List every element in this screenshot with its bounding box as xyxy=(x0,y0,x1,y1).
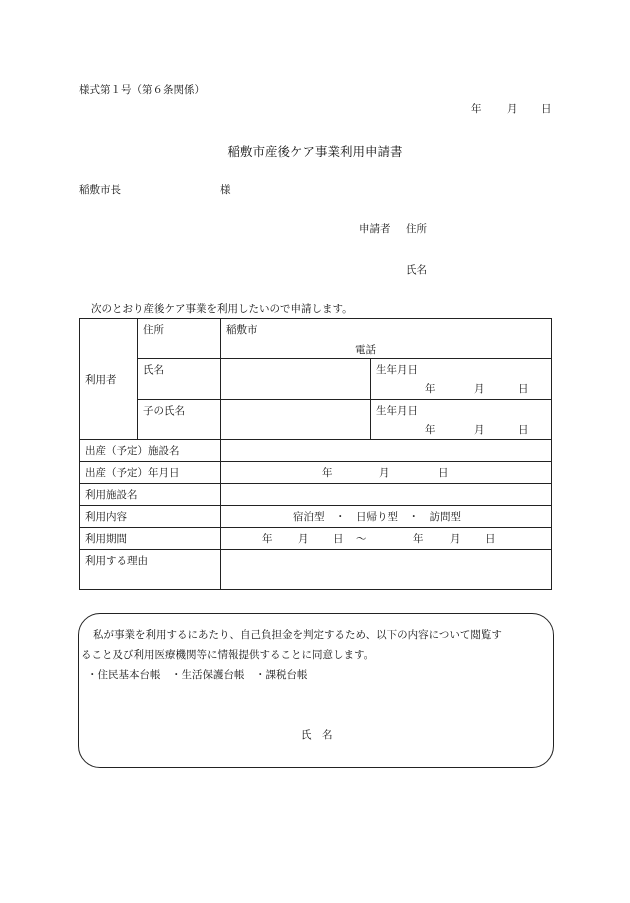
use-facility-field[interactable] xyxy=(221,484,552,506)
addressee-honorific: 様 xyxy=(220,184,231,196)
consent-line-1: 私が事業を利用するにあたり、自己負担金を判定するため、以下の内容について閲覧す xyxy=(93,629,502,641)
birthdate-month: 月 xyxy=(474,383,485,395)
address-value: 稲敷市 xyxy=(226,324,258,336)
delivery-date-field[interactable] xyxy=(221,462,552,484)
child-birthdate-label: 生年月日 xyxy=(376,405,418,417)
date-month-label: 月 xyxy=(507,103,518,115)
user-label: 利用者 xyxy=(85,373,117,386)
name-label: 氏名 xyxy=(143,364,164,376)
form-number: 様式第１号（第６条関係） xyxy=(79,84,205,96)
applicant-label: 申請者 xyxy=(359,223,391,235)
consent-name-label: 氏 名 xyxy=(301,729,333,741)
facility-label-cell xyxy=(80,440,221,462)
birthdate-label: 生年月日 xyxy=(376,364,418,376)
child-birthdate-month: 月 xyxy=(474,424,485,436)
period-field[interactable] xyxy=(221,528,552,550)
address-label-cell xyxy=(138,319,221,359)
addressee-name: 稲敷市長 xyxy=(79,184,121,196)
page-title: 稲敷市産後ケア事業利用申請書 xyxy=(227,144,403,159)
child-birthdate-year: 年 xyxy=(425,424,436,436)
consent-items: ・住民基本台帳 ・生活保護台帳 ・課税台帳 xyxy=(87,669,308,681)
content-label: 利用内容 xyxy=(85,511,127,523)
content-options-field[interactable] xyxy=(221,506,552,528)
period-label: 利用期間 xyxy=(85,533,127,545)
birthdate-field[interactable] xyxy=(371,359,552,400)
child-name-field[interactable] xyxy=(221,400,371,440)
child-birthdate-field[interactable] xyxy=(371,400,552,440)
name-field[interactable] xyxy=(221,359,371,400)
period-end-month: 月 xyxy=(450,533,461,545)
period-end-day: 日 xyxy=(485,533,496,545)
child-birthdate-day: 日 xyxy=(518,424,529,436)
address-label: 住所 xyxy=(143,324,164,336)
user-section-label-cell xyxy=(80,319,138,440)
facility-label: 出産（予定）施設名 xyxy=(85,445,180,457)
period-start-day: 日 xyxy=(333,533,344,545)
period-tilde: ～ xyxy=(356,533,367,545)
delivery-date-month: 月 xyxy=(379,467,390,479)
reason-label-cell xyxy=(80,550,221,590)
address-field[interactable] xyxy=(221,319,552,359)
child-name-label-cell xyxy=(138,400,221,440)
delivery-date-day: 日 xyxy=(438,467,449,479)
period-end-year: 年 xyxy=(413,533,424,545)
intro-text: 次のとおり産後ケア事業を利用したいので申請します。 xyxy=(91,303,353,315)
content-label-cell xyxy=(80,506,221,528)
period-label-cell xyxy=(80,528,221,550)
delivery-date-year: 年 xyxy=(322,467,333,479)
application-table xyxy=(79,318,552,590)
phone-label: 電話 xyxy=(355,344,376,356)
consent-box xyxy=(78,613,554,768)
reason-label: 利用する理由 xyxy=(85,555,148,567)
birthdate-day: 日 xyxy=(518,383,529,395)
delivery-date-label: 出産（予定）年月日 xyxy=(85,467,180,479)
applicant-name-label: 氏名 xyxy=(406,264,427,276)
child-name-label: 子の氏名 xyxy=(143,405,185,417)
applicant-address-label: 住所 xyxy=(406,223,427,235)
use-facility-label-cell xyxy=(80,484,221,506)
birthdate-year: 年 xyxy=(425,383,436,395)
use-facility-label: 利用施設名 xyxy=(85,489,138,501)
date-day-label: 日 xyxy=(541,103,552,115)
reason-field[interactable] xyxy=(221,550,552,590)
facility-field[interactable] xyxy=(221,440,552,462)
delivery-date-label-cell xyxy=(80,462,221,484)
date-year-label: 年 xyxy=(471,103,482,115)
period-start-month: 月 xyxy=(298,533,309,545)
name-label-cell xyxy=(138,359,221,400)
content-options: 宿泊型 ・ 日帰り型 ・ 訪問型 xyxy=(293,511,461,523)
period-start-year: 年 xyxy=(262,533,273,545)
consent-line-2: ること及び利用医療機関等に情報提供することに同意します。 xyxy=(81,649,375,661)
